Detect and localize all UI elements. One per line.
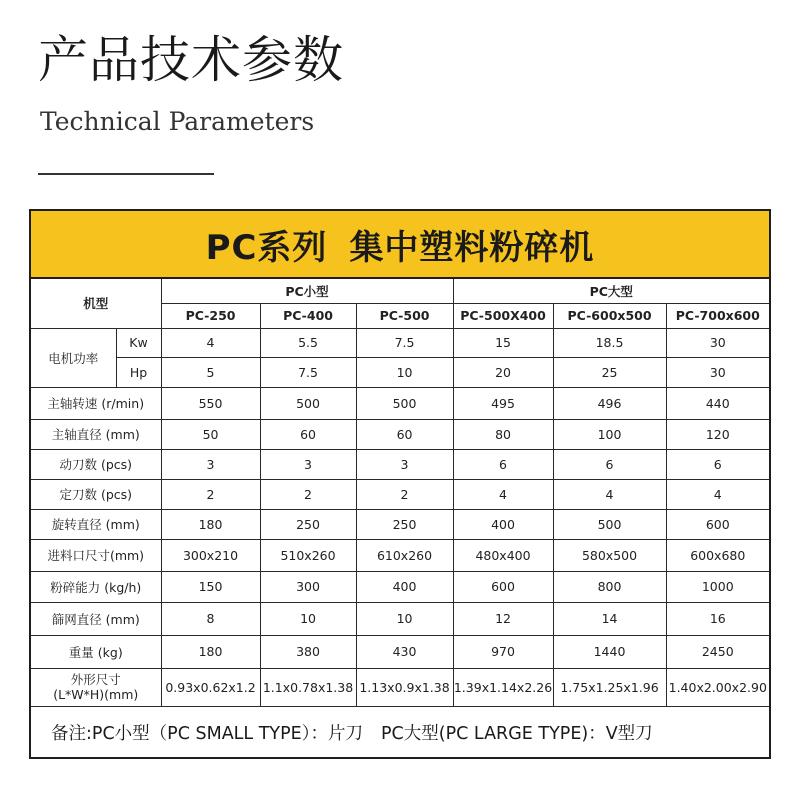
- table-cell: 5: [161, 357, 260, 387]
- table-cell: 2450: [666, 635, 769, 668]
- motor-kw-row: [31, 328, 769, 357]
- table-cell: 3: [161, 449, 260, 479]
- table-cell: 1000: [666, 571, 769, 602]
- row-label: 进料口尺寸(mm): [31, 539, 161, 571]
- model-header: PC-500: [356, 303, 453, 328]
- table-cell: 600: [666, 509, 769, 539]
- table-cell: 440: [666, 387, 769, 419]
- table-cell: 15: [453, 328, 553, 357]
- table-cell: 10: [356, 357, 453, 387]
- table-cell: 500: [356, 387, 453, 419]
- table-cell: 2: [356, 479, 453, 509]
- table-cell: 1440: [553, 635, 666, 668]
- table-cell: 3: [260, 449, 356, 479]
- table-cell: 970: [453, 635, 553, 668]
- table-cell: 480x400: [453, 539, 553, 571]
- motor-kw-unit: Kw: [116, 328, 161, 357]
- row-label: 篩网直径 (mm): [31, 602, 161, 635]
- table-cell: 300: [260, 571, 356, 602]
- model-header: PC-700x600: [666, 303, 769, 328]
- table-cell: 2: [260, 479, 356, 509]
- row-label: 定刀数 (pcs): [31, 479, 161, 509]
- table-cell: 300x210: [161, 539, 260, 571]
- remark-note: [31, 707, 769, 759]
- table-cell: 430: [356, 635, 453, 668]
- table-cell: 1.39x1.14x2.26: [453, 668, 553, 706]
- banner-product-name: 集中塑料粉碎机: [349, 227, 595, 268]
- table-row: [31, 449, 769, 479]
- motor-hp-row: [31, 357, 769, 387]
- table-cell: 2: [161, 479, 260, 509]
- table-row: [31, 539, 769, 571]
- remark-small-type: 备注:PC小型（PC SMALL TYPE）：片刀: [51, 724, 363, 744]
- table-row: [31, 509, 769, 539]
- remark-large-type: PC大型(PC LARGE TYPE)：V型刀: [380, 724, 653, 744]
- small-group-header: PC小型: [161, 279, 453, 303]
- table-cell: 16: [666, 602, 769, 635]
- table-cell: 496: [553, 387, 666, 419]
- table-row: [31, 602, 769, 635]
- banner-series: PC系列: [205, 227, 328, 268]
- table-cell: 30: [666, 357, 769, 387]
- table-cell: 250: [260, 509, 356, 539]
- table-cell: 550: [161, 387, 260, 419]
- table-cell: 1.13x0.9x1.38: [356, 668, 453, 706]
- table-cell: 250: [356, 509, 453, 539]
- model-header: PC-250: [161, 303, 260, 328]
- motor-hp-unit: Hp: [116, 357, 161, 387]
- table-cell: 600: [453, 571, 553, 602]
- series-banner: [31, 211, 769, 279]
- table-cell: 60: [356, 419, 453, 449]
- table-cell: 80: [453, 419, 553, 449]
- table-row: [31, 635, 769, 668]
- table-cell: 600x680: [666, 539, 769, 571]
- table-cell: 60: [260, 419, 356, 449]
- table-cell: 510x260: [260, 539, 356, 571]
- row-label: 旋转直径 (mm): [31, 509, 161, 539]
- table-row: [31, 571, 769, 602]
- table-cell: 7.5: [260, 357, 356, 387]
- motor-power-label: 电机功率: [31, 328, 116, 387]
- table-cell: 100: [553, 419, 666, 449]
- table-cell: 6: [553, 449, 666, 479]
- row-label: 主轴转速 (r/min): [31, 387, 161, 419]
- page-title-en: Technical Parameters: [40, 107, 315, 136]
- table-row: [31, 387, 769, 419]
- title-underline: [38, 173, 214, 175]
- table-cell: 18.5: [553, 328, 666, 357]
- table-cell: 800: [553, 571, 666, 602]
- large-group-header: PC大型: [453, 279, 769, 303]
- dimensions-row: [31, 668, 769, 706]
- table-cell: 50: [161, 419, 260, 449]
- dimensions-label-line2: (L*W*H)(mm): [53, 687, 139, 702]
- row-label: 主轴直径 (mm): [31, 419, 161, 449]
- table-cell: 4: [553, 479, 666, 509]
- page-title-cn: 产品技术参数: [38, 31, 344, 89]
- dimensions-label: [31, 668, 161, 706]
- model-header: PC-400: [260, 303, 356, 328]
- table-cell: 495: [453, 387, 553, 419]
- table-cell: 1.75x1.25x1.96: [553, 668, 666, 706]
- table-cell: 1.40x2.00x2.90: [666, 668, 769, 706]
- table-cell: 180: [161, 635, 260, 668]
- table-cell: 120: [666, 419, 769, 449]
- table-cell: 10: [260, 602, 356, 635]
- table-cell: 7.5: [356, 328, 453, 357]
- spec-table: [31, 279, 769, 707]
- table-cell: 4: [161, 328, 260, 357]
- table-cell: 1.1x0.78x1.38: [260, 668, 356, 706]
- table-cell: 6: [453, 449, 553, 479]
- table-cell: 0.93x0.62x1.2: [161, 668, 260, 706]
- table-cell: 10: [356, 602, 453, 635]
- table-cell: 500: [553, 509, 666, 539]
- table-row: [31, 479, 769, 509]
- group-header-row: [31, 279, 769, 303]
- table-cell: 20: [453, 357, 553, 387]
- table-row: [31, 419, 769, 449]
- spec-panel: [29, 209, 771, 759]
- model-header: PC-600x500: [553, 303, 666, 328]
- table-cell: 4: [666, 479, 769, 509]
- table-cell: 580x500: [553, 539, 666, 571]
- table-cell: 380: [260, 635, 356, 668]
- table-cell: 25: [553, 357, 666, 387]
- table-cell: 610x260: [356, 539, 453, 571]
- dimensions-label-line1: 外形尺寸: [70, 672, 121, 687]
- table-cell: 5.5: [260, 328, 356, 357]
- table-cell: 14: [553, 602, 666, 635]
- table-cell: 8: [161, 602, 260, 635]
- table-cell: 500: [260, 387, 356, 419]
- model-label: 机型: [31, 279, 161, 328]
- table-cell: 150: [161, 571, 260, 602]
- table-cell: 12: [453, 602, 553, 635]
- row-label: 粉碎能力 (kg/h): [31, 571, 161, 602]
- table-cell: 3: [356, 449, 453, 479]
- model-header: PC-500X400: [453, 303, 553, 328]
- table-cell: 400: [453, 509, 553, 539]
- table-cell: 4: [453, 479, 553, 509]
- table-cell: 400: [356, 571, 453, 602]
- table-cell: 30: [666, 328, 769, 357]
- table-cell: 180: [161, 509, 260, 539]
- row-label: 动刀数 (pcs): [31, 449, 161, 479]
- table-cell: 6: [666, 449, 769, 479]
- row-label: 重量 (kg): [31, 635, 161, 668]
